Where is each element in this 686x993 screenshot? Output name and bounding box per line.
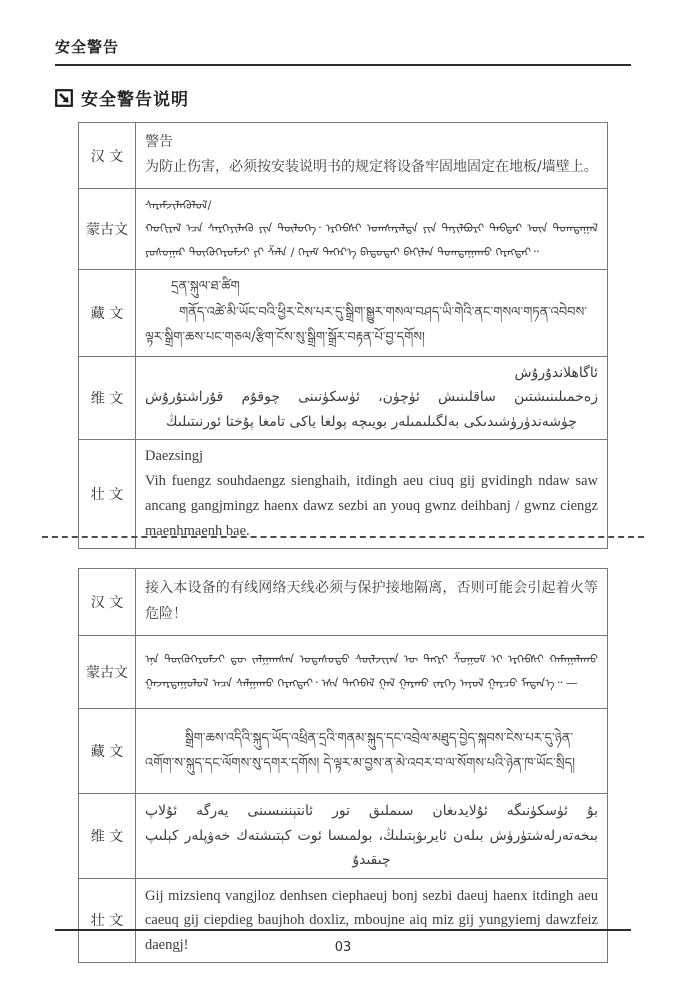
warning-cell (136, 270, 608, 356)
warning-text: ᠬᠣᠬᠢᠷᠠᠯ ᠡᠴᠡ ᠰᠡᠷᠭᠡᠶᠢᠯᠡᠬᠦ ᠶᠢᠨ ᠲᠥᠯᠥᠭᠡ᠂ ᠡᠷᠬᠡᠪᠰᠢ ᠤᠭᠰᠠᠷᠠᠯᠲᠠ ᠶᠢᠨ ᠲᠠᠶᠢᠯᠪᠤᠷᠢ ᠳᠡᠪᠲᠡᠷ ᠦᠨ ᠲᠣᠭᠲᠠᠭᠠᠯ ᠶᠣᠰᠣᠭᠠᠷ ᠲᠥᠬᠥᠭᠡᠷᠦᠮᠵᠢ ᠶᠢ ᠱᠠᠯᠠ / ᠬᠡᠷᠡᠮ ᠳᠡᠭᠡᠷ᠎ᠡ ᠪᠠᠲᠤᠲᠠᠢ ᠪᠡᠬᠢᠯᠡᠨ ᠲᠣᠭᠲᠠᠭᠠᠬᠤ ᠬᠡᠷᠡᠭᠲᠡᠢ᠃ (145, 221, 598, 259)
page-number: 03 (334, 940, 352, 955)
table-row-zhuang (79, 440, 608, 549)
warning-text: Gij mizsienq vangjloz denhsen ciephaeuj bonj sezbi daeuj haenx itdingh aeu caeuq gij ciepdieg baujhoh doxliz, mboujne aiq miz gij yungyiemj dawzfeiz daengj! (145, 887, 598, 953)
language-label: 维 文 (79, 356, 136, 440)
warning-cell (136, 356, 608, 440)
warning-text: གནོད་འཚེ་མི་ཡོང་བའི་ཕྱིར་ངེས་པར་དུ་སྒྲིག་སྒྱུར་གསལ་བཤད་ཡི་གེའི་ནང་གསལ་གཏན་འབེབས་ལྟར་སྒྲིག་ཆས་པང་གཅལ/རྩིག་ངོས་སུ་སྒྲིག་སྒྲོར་བརྟན་པོ་བྱ་དགོས། (145, 304, 587, 346)
warning-text: 为防止伤害，必须按安装说明书的规定将设备牢固地固定在地板/墙壁上。 (145, 159, 598, 176)
warning-cell (136, 123, 608, 189)
table-row-uyghur (79, 356, 608, 440)
warning-cell (136, 189, 608, 270)
dashed-separator (42, 536, 644, 538)
table-row-uyghur (79, 794, 608, 879)
warning-cell (136, 440, 608, 549)
warning-title: Daezsingj (145, 448, 203, 465)
header-rule (55, 64, 631, 66)
section-heading (55, 85, 189, 110)
language-label: 汉 文 (79, 123, 136, 189)
warning-text: زەخمىلىنىشتىن ساقلىنىش ئۈچۈن، ئۈسكۈنىنى چوقۇم قۇراشتۇرۇش چۈشەندۈرۈشىدىكى بەلگىلىمىلەر بويىچە پولغا ياكى تامغا پۇختا ئورنىتىلىڭ (145, 389, 598, 430)
warning-title: 警告 (145, 133, 173, 150)
language-label: 维 文 (79, 794, 136, 879)
footer-rule (55, 929, 631, 931)
warning-text: Vih fuengz souhdaengz sienghaih, itdingh aeu ciuq gij gvidingh ndaw saw ancang gangjmingz haenx dawz sezbi an youq gwnz deihbanj / gwnz ciengz maenhmaenh bae. (145, 473, 598, 539)
table-row-tibetan (79, 709, 608, 794)
warning-table-1 (78, 122, 608, 549)
language-label: 蒙古文 (79, 189, 136, 270)
language-label: 藏 文 (79, 270, 136, 356)
table-row-chinese (79, 569, 608, 636)
language-label: 蒙古文 (79, 636, 136, 709)
warning-text: སྒྲིག་ཆས་འདིའི་སྐུད་ཡོད་འཕྲིན་དྲའི་གནམ་སྐུད་དང་འབྲེལ་མཐུད་བྱེད་སྐབས་ངེས་པར་དུ་ཉེན་འགོག་ས་སྐུད་དང་ལོགས་སུ་དགར་དགོས། དེ་ལྟར་མ་བྱས་ན་མེ་འབར་བ་ལ་སོགས་པའི་ཉེན་ཁ་ཡོང་སྲིད། (145, 730, 576, 771)
language-label: 汉 文 (79, 569, 136, 636)
table-row-chinese (79, 123, 608, 189)
table-row-mongolian (79, 189, 608, 270)
warning-cell (136, 794, 608, 879)
arrow-down-right-icon (55, 89, 73, 107)
language-label: 藏 文 (79, 709, 136, 794)
warning-cell (136, 569, 608, 636)
language-label: 壮 文 (79, 878, 136, 963)
table-row-tibetan (79, 270, 608, 356)
warning-text: 接入本设备的有线网络天线必须与保护接地隔离，否则可能会引起着火等危险！ (145, 580, 598, 622)
warning-title: དྲན་སྐུལ་ཐ་ཚིག (171, 279, 240, 295)
warning-text: بۇ ئۈسكۈنىگە ئۇلايدىغان سىملىق تور ئانتېننىسىنى يەرگە ئۇلاپ بىخەتەرلەشتۈرۈش بىلەن ئايرىۋېتىلىڭ، بولمىسا ئوت كېتىشتەك خەۋپلەر كېلىپ چىقىدۇ (145, 803, 598, 868)
warning-table-2 (78, 568, 608, 963)
table-row-mongolian (79, 636, 608, 709)
page-header-title: 安全警告 (55, 38, 120, 56)
warning-cell (136, 709, 608, 794)
warning-text: ᠡᠨᠡ ᠲᠥᠬᠥᠭᠡᠷᠦᠮᠵᠢ ᠳᠦ ᠵᠠᠯᠭᠠᠭᠰᠠᠨ ᠤᠲᠠᠰᠤᠲᠤ ᠰᠦᠯᠵᠢᠶᠡᠨ ᠦ ᠲᠡᠭᠷᠢ ᠱᠤᠭᠤᠮ ᠢ ᠡᠷᠬᠡᠪᠰᠢ ᠬᠠᠮᠠᠭᠠᠯᠠᠬᠤ ᠭᠠᠵᠠᠷᠲᠠᠭᠤᠯᠤᠯ ᠠᠴᠠ ᠰᠠᠯᠭᠠᠬᠤ ᠬᠡᠷᠡᠭᠲᠡᠢ᠂ ᠡᠰᠡ ᠲᠡᠭᠡᠪᠡᠯ ᠭᠠᠯ ᠭᠠᠷᠬᠤ ᠵᠡᠷᠭᠡ ᠠᠶᠤᠯ ᠭᠠᠷᠴᠤ ᠮᠡᠳᠡᠨ᠎ᠡ᠃ — (145, 652, 598, 690)
language-label: 壮 文 (79, 440, 136, 549)
warning-cell (136, 636, 608, 709)
section-title: 安全警告说明 (81, 90, 189, 110)
warning-title: ᠰᠡᠷᠡᠮᠵᠢᠯᠡᠭᠦᠯᠦᠯ/ (145, 198, 212, 212)
warning-title: ئاگاھلاندۇرۇش (514, 364, 598, 381)
